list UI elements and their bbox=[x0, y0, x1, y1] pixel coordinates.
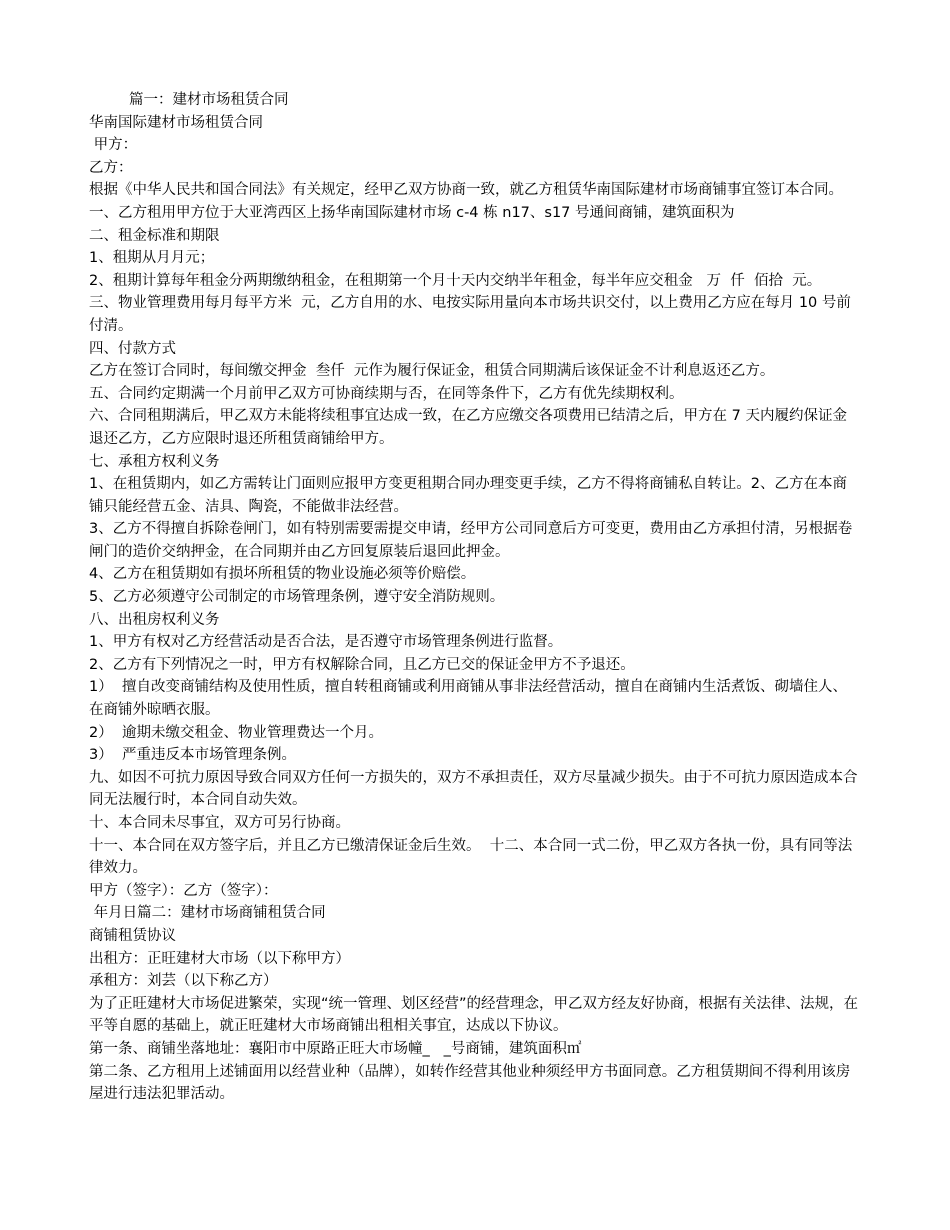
document-paragraph: 商铺租赁协议 bbox=[89, 927, 176, 944]
document-paragraph: 第一条、商铺坐落地址：襄阳市中原路正旺大市场幢_ _号商铺，建筑面积㎡ bbox=[89, 1040, 582, 1057]
document-paragraph: 出租方：正旺建材大市场（以下称甲方） bbox=[89, 950, 350, 967]
document-paragraph: 3） 严重违反本市场管理条例。 bbox=[89, 747, 296, 764]
document-paragraph: 华南国际建材市场租赁合同 bbox=[89, 114, 263, 131]
document-paragraph: 四、付款方式 bbox=[89, 340, 176, 357]
document-paragraph: 六、合同租期满后，甲乙双方未能将续租事宜达成一致，在乙方应缴交各项费用已结清之后，甲方在 7 天内履约保证金退还乙方，乙方应限时退还所租赁商铺给甲方。 bbox=[89, 408, 847, 447]
document-paragraph: 承租方：刘芸（以下称乙方） bbox=[89, 973, 278, 990]
document-paragraph: 五、合同约定期满一个月前甲乙双方可协商续期与否，在同等条件下，乙方有优先续期权利。 bbox=[89, 385, 684, 402]
document-paragraph: 1、在租赁期内，如乙方需转让门面则应报甲方变更租期合同办理变更手续，乙方不得将商铺私自转让。2、乙方在本商铺只能经营五金、洁具、陶瓷，不能做非法经营。 bbox=[89, 476, 847, 515]
document-paragraph: 3、乙方不得擅自拆除卷闸门，如有特别需要需提交申请，经甲方公司同意后方可变更，费用由乙方承担付清，另根据卷闸门的造价交纳押金，在合同期并由乙方回复原装后退回此押金。 bbox=[89, 521, 853, 560]
document-paragraph: 1、租期从月月元； bbox=[89, 250, 215, 267]
document-paragraph: 2、乙方有下列情况之一时，甲方有权解除合同，且乙方已交的保证金甲方不予退还。 bbox=[89, 656, 635, 673]
document-paragraph: 七、承租方权利义务 bbox=[89, 453, 220, 470]
document-paragraph: 八、出租房权利义务 bbox=[89, 611, 220, 628]
document-paragraph: 为了正旺建材大市场促进繁荣，实现“统一管理、划区经营”的经营理念，甲乙双方经友好协商，根据有关法律、法规，在平等自愿的基础上，就正旺建材大市场商铺出租相关事宜，达成以下协议。 bbox=[89, 995, 859, 1035]
document-paragraph: 1） 擅自改变商铺结构及使用性质，擅自转租商铺或利用商铺从事非法经营活动，擅自在商铺内生活煮饭、砌墙住人、在商铺外晾晒衣服。 bbox=[89, 679, 847, 719]
document-paragraph: 5、乙方必须遵守公司制定的市场管理条例，遵守安全消防规则。 bbox=[89, 589, 505, 606]
document-paragraph: 二、租金标准和期限 bbox=[89, 227, 220, 244]
document-body bbox=[89, 112, 861, 1106]
document-paragraph: 2、租期计算每年租金分两期缴纳租金，在租期第一个月十天内交纳半年租金，每半年应交租金 万 仟 佰拾 元。 bbox=[89, 272, 822, 289]
document-paragraph: 甲方（签字）：乙方（签字）： bbox=[89, 882, 278, 899]
document-page bbox=[89, 89, 861, 1106]
document-paragraph: 甲方： bbox=[89, 137, 138, 154]
document-paragraph: 根据《中华人民共和国合同法》有关规定，经甲乙双方协商一致，就乙方租赁华南国际建材市场商铺事宜签订本合同。 bbox=[89, 182, 843, 199]
document-heading: 篇一：建材市场租赁合同 bbox=[129, 92, 289, 108]
document-paragraph: 十一、本合同在双方签字后，并且乙方已缴清保证金后生效。 十二、本合同一式二份，甲乙双方各执一份，具有同等法律效力。 bbox=[89, 837, 853, 877]
document-paragraph: 乙方在签订合同时，每间缴交押金 叁仟 元作为履行保证金，租赁合同期满后该保证金不计利息返还乙方。 bbox=[89, 363, 775, 380]
document-paragraph: 年月日篇二：建材市场商铺租赁合同 bbox=[89, 905, 326, 922]
document-paragraph: 一、乙方租用甲方位于大亚湾西区上扬华南国际建材市场 c-4 栋 n17、s17 号通间商铺，建筑面积为 bbox=[89, 204, 735, 221]
document-paragraph: 乙方： bbox=[89, 159, 133, 176]
document-paragraph: 4、乙方在租赁期如有损坏所租赁的物业设施必须等价赔偿。 bbox=[89, 566, 476, 583]
document-paragraph: 九、如因不可抗力原因导致合同双方任何一方损失的，双方不承担责任，双方尽量减少损失。由于不可抗力原因造成本合同无法履行时，本合同自动失效。 bbox=[89, 769, 858, 809]
document-paragraph: 三、物业管理费用每月每平方米 元，乙方自用的水、电按实际用量向本市场共识交付，以上费用乙方应在每月 10 号前付清。 bbox=[89, 295, 851, 334]
document-paragraph: 2） 逾期未缴交租金、物业管理费达一个月。 bbox=[89, 724, 383, 741]
document-paragraph: 十、本合同未尽事宜，双方可另行协商。 bbox=[89, 815, 350, 831]
document-paragraph: 第二条、乙方租用上述铺面用以经营业种（品牌），如转作经营其他业种须经甲方书面同意。乙方租赁期间不得利用该房屋进行违法犯罪活动。 bbox=[89, 1063, 851, 1103]
document-paragraph: 1、甲方有权对乙方经营活动是否合法，是否遵守市场管理条例进行监督。 bbox=[89, 634, 563, 651]
